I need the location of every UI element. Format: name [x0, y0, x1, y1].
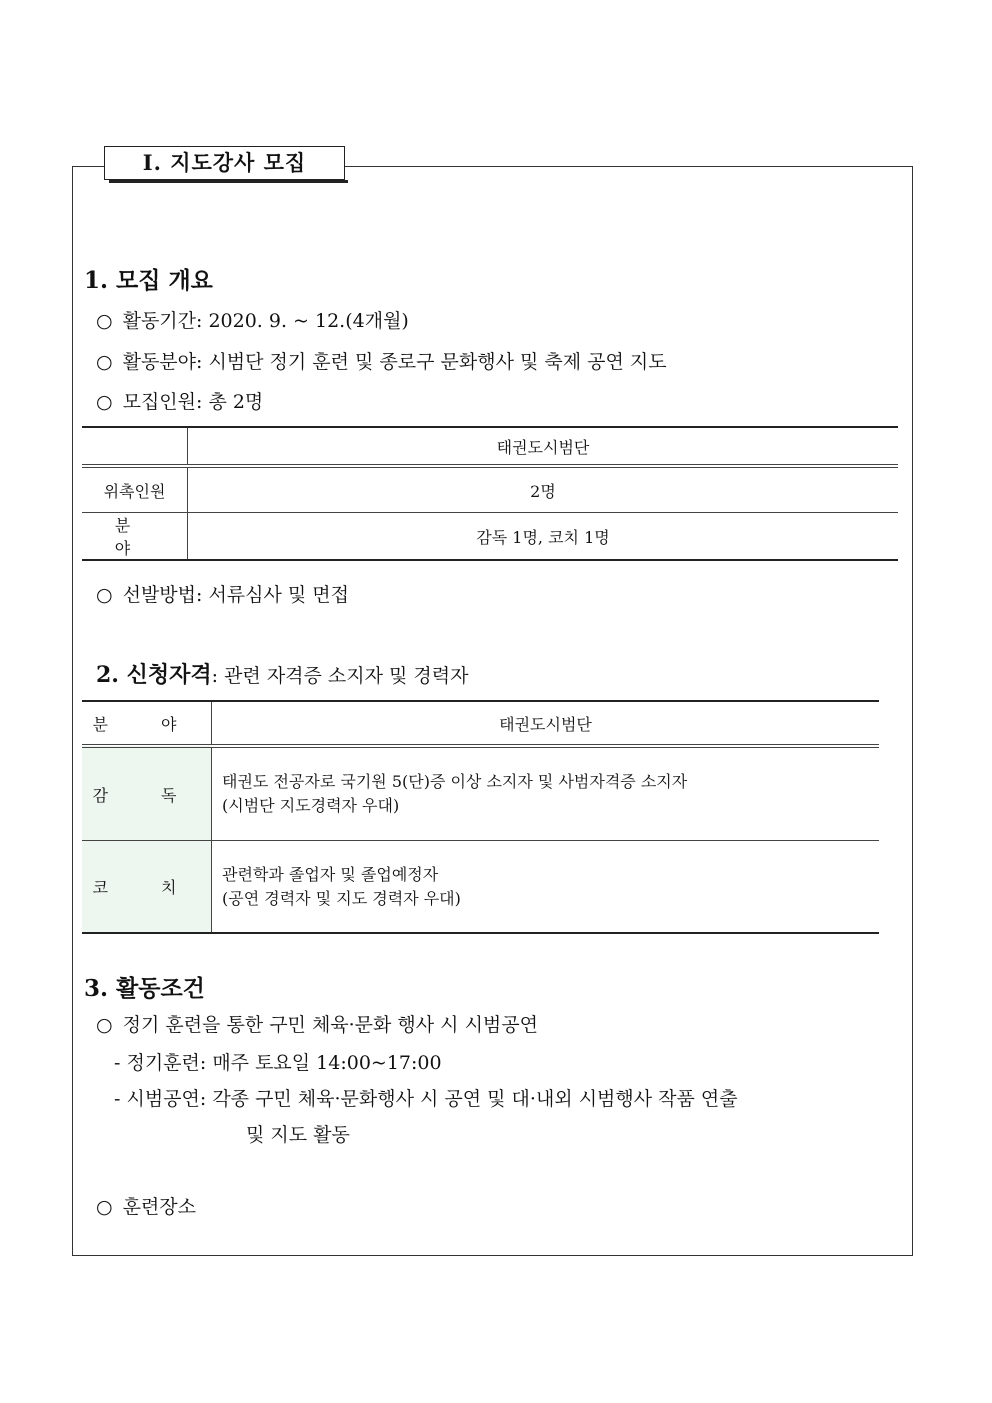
- section2-heading: 2. 신청자격: 관련 자격증 소지자 및 경력자: [96, 662, 469, 688]
- demo-performance: - 시범공연: 각종 구민 체육·문화행사 시 공연 및 대·내외 시범행사 작품 연출: [114, 1088, 738, 1110]
- demo-performance-cont: 및 지도 활동: [246, 1124, 350, 1146]
- row-description: 태권도 전공자로 국기원 5(단)증 이상 소지자 및 사범자격증 소지자 (시범단 지도경력자 우대): [222, 772, 688, 815]
- document-title: Ⅰ. 지도강사 모집: [104, 146, 345, 180]
- table-row: [82, 841, 879, 934]
- section2-subheading: : 관련 자격증 소지자 및 경력자: [211, 665, 469, 687]
- activity-period: 활동기간: 2020. 9. ~ 12.(4개월): [122, 310, 409, 332]
- recruitment-table: [82, 426, 898, 561]
- table-row: [82, 746, 879, 841]
- row-description: 관련학과 졸업자 및 졸업예정자 (공연 경력자 및 지도 경력자 우대): [222, 864, 461, 908]
- list-item: [96, 387, 263, 414]
- table-row: [82, 466, 898, 513]
- list-item: [96, 347, 667, 374]
- selection-method: 선발방법: 서류심사 및 면접: [122, 584, 350, 606]
- section3-heading: 3. 활동조건: [84, 975, 205, 1002]
- table-corner-cell: [82, 427, 188, 466]
- list-item: [96, 1192, 196, 1219]
- qualification-table: [82, 700, 879, 934]
- table-header-row: [82, 701, 879, 746]
- table-column-header: 태권도시범단: [496, 437, 590, 457]
- row-value: 2명: [530, 481, 556, 501]
- training-location: 훈련장소: [122, 1196, 197, 1218]
- list-item: [96, 1010, 538, 1037]
- table-row: [82, 513, 898, 561]
- row-label: 위촉인원: [82, 466, 188, 513]
- bullet-circle-icon: ○: [96, 584, 113, 606]
- row-label-coach: 코 치: [82, 841, 212, 934]
- training-schedule: - 정기훈련: 매주 토요일 14:00~17:00: [114, 1052, 442, 1074]
- bullet-circle-icon: ○: [96, 1196, 113, 1218]
- list-item: [96, 306, 409, 333]
- table-header-row: [82, 427, 898, 466]
- bullet-circle-icon: ○: [96, 351, 113, 373]
- section1-heading: 1. 모집 개요: [84, 267, 213, 294]
- regular-performance: 정기 훈련을 통한 구민 체육·문화 행사 시 시범공연: [122, 1014, 538, 1036]
- bullet-circle-icon: ○: [96, 310, 113, 332]
- row-value: 감독 1명, 코치 1명: [476, 527, 610, 547]
- activity-field: 활동분야: 시범단 정기 훈련 및 종로구 문화행사 및 축제 공연 지도: [122, 351, 667, 373]
- row-label: 분 야: [82, 513, 188, 561]
- list-item: [96, 580, 349, 607]
- header-field: 분 야: [82, 701, 212, 746]
- bullet-circle-icon: ○: [96, 391, 113, 413]
- row-label-director: 감 독: [82, 746, 212, 841]
- header-team: 태권도시범단: [499, 714, 592, 734]
- recruit-count: 모집인원: 총 2명: [122, 391, 264, 413]
- bullet-circle-icon: ○: [96, 1014, 113, 1036]
